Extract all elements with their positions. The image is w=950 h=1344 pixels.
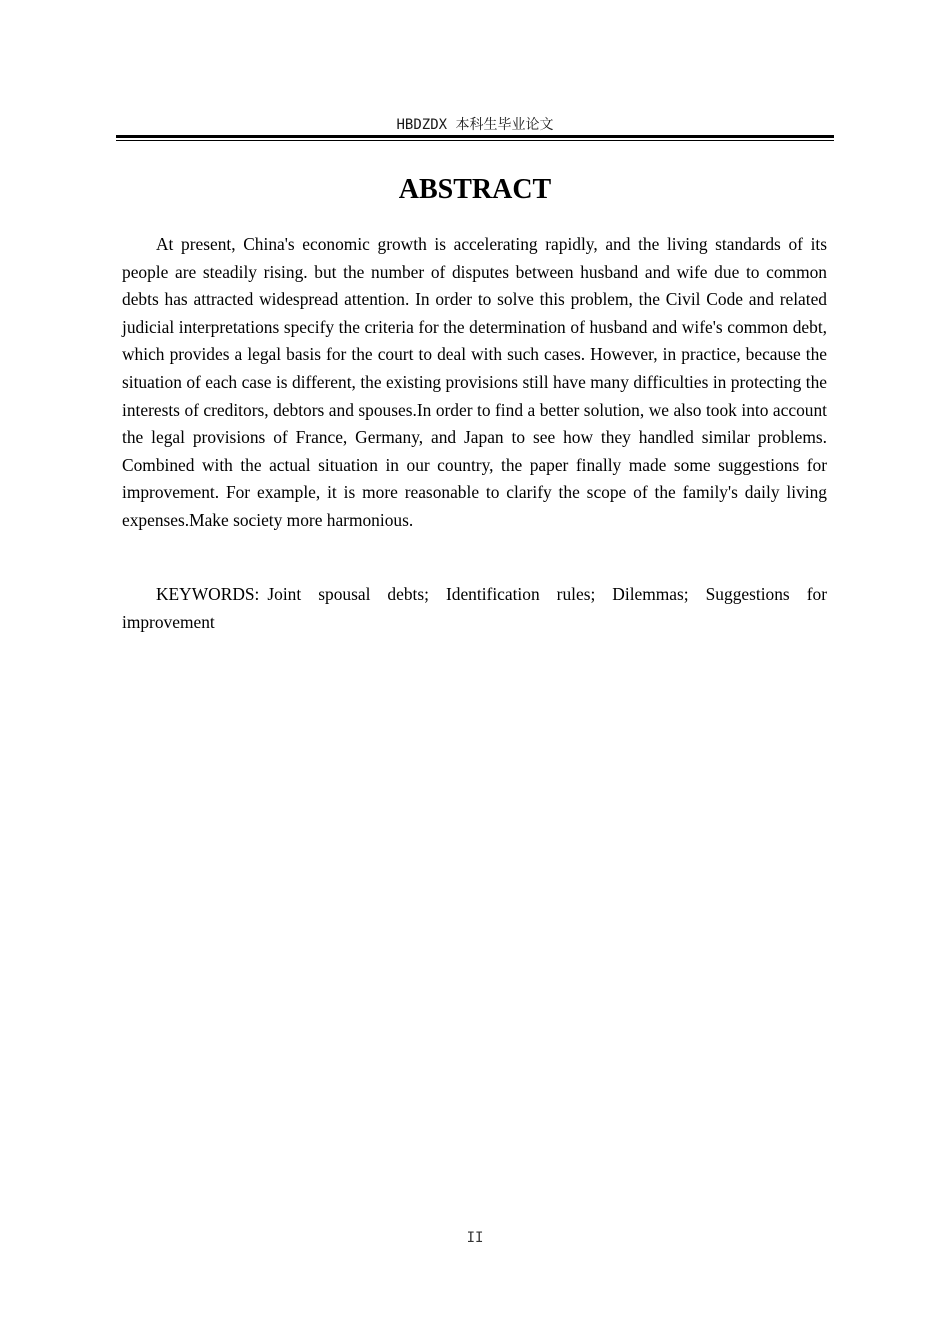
abstract-title: ABSTRACT [398,174,552,205]
keywords-text: Joint spousal debts; Identification rules; Dilemmas; Suggestions for improvement [122,584,827,632]
running-header: HBDZDX 本科生毕业论文 [396,117,554,133]
abstract-body: At present, China's economic growth is accelerating rapidly, and the living standards of its people are steadily rising. but the number of disputes between husband and wife due to common debts has attracted widespread attention. In order to solve this problem, the Civil Code and related judicial interpretations specify the criteria for the determination of husband and wife's common debt, which provides a legal basis for the court to deal with such cases. However, in practice, because the situation of each case is different, the existing provisions still have many difficulties in protecting the interests of creditors, debtors and spouses.In order to find a better solution, we also took into account the legal provisions of France, Germany, and Japan to see how they handled similar problems. Combined with the actual situation in our country, the paper finally made some suggestions for improvement. For example, it is more reasonable to clarify the scope of the family's daily living expenses.Make society more harmonious. [122,234,827,530]
header-rule-thick [116,135,834,138]
keywords-paragraph [122,581,827,636]
header-rule-thin [116,140,834,141]
page-number: II [466,1230,484,1246]
keywords-label: KEYWORDS: [156,584,260,604]
